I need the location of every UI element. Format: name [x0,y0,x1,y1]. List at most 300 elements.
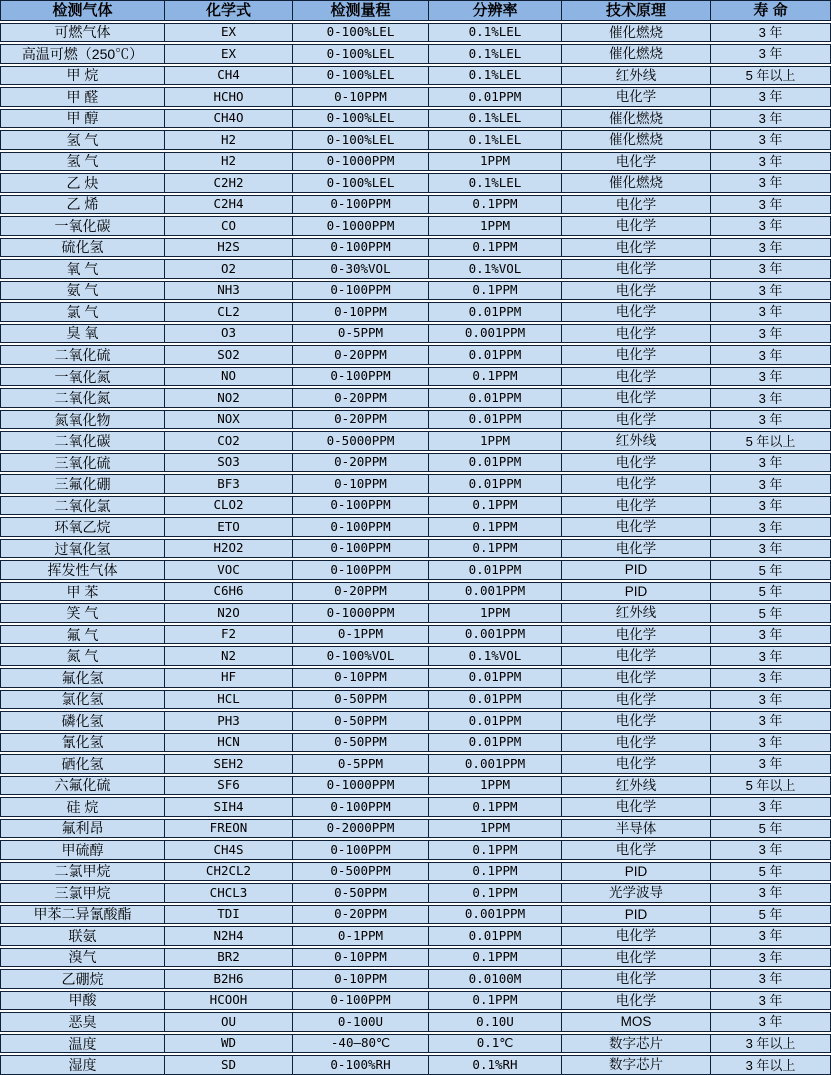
cell-range: 0-50PPM [293,734,429,752]
cell-gas: 环氧乙烷 [1,518,165,536]
cell-lifespan: 3 年 [758,885,783,901]
cell-principle: 电化学 [562,949,711,967]
cell-range: 0-50PPM [293,712,429,730]
table-row [0,302,831,322]
cell-formula: NH3 [165,282,293,300]
cell-principle: 电化学 [562,389,711,407]
cell-gas: 硒化氢 [1,755,165,773]
cell-formula: VOC [165,561,293,579]
cell-lifespan: 5 年 [758,562,783,578]
cell-principle: 电化学 [562,734,711,752]
cell-range: 0-100PPM [293,518,429,536]
header-cell-resolution: 分辨率 [429,1,562,20]
cell-resolution: 0.1PPM [429,540,562,558]
table-row [0,87,831,107]
cell-lifespan: 3 年 [758,175,783,191]
cell-resolution: 0.01PPM [429,691,562,709]
cell-range: 0-20PPM [293,583,429,601]
table-row [0,754,831,774]
cell-principle: 电化学 [562,970,711,988]
cell-resolution: 0.1PPM [429,196,562,214]
cell-lifespan: 3 年 [758,971,783,987]
cell-principle: 电化学 [562,153,711,171]
cell-principle: 电化学 [562,927,711,945]
table-row [0,431,831,451]
cell-resolution: 0.01PPM [429,712,562,730]
table-row [0,840,831,860]
cell-resolution: 0.1PPM [429,884,562,902]
cell-range: 0-100%LEL [293,67,429,85]
cell-lifespan: 3 年 [758,239,783,255]
cell-principle: 电化学 [562,755,711,773]
cell-range: 0-100PPM [293,239,429,257]
cell-gas: 氟 气 [1,626,165,644]
cell-range: 0-100%LEL [293,45,429,63]
cell-principle: 电化学 [562,497,711,515]
cell-lifespan: 3 年 [758,476,783,492]
cell-gas: 二氧化硫 [1,346,165,364]
cell-formula: CO [165,217,293,235]
table-row [0,646,831,666]
cell-lifespan: 3 年 [758,670,783,686]
cell-resolution: 1PPM [429,432,562,450]
cell-principle: 电化学 [562,540,711,558]
cell-gas: 乙 炔 [1,174,165,192]
cell-gas: 温度 [1,1035,165,1053]
cell-principle: 电化学 [562,368,711,386]
table-row [0,926,831,946]
table-row [0,216,831,236]
cell-resolution: 0.1PPM [429,282,562,300]
cell-principle: 催化燃烧 [562,110,711,128]
cell-lifespan: 3 年 [758,627,783,643]
cell-lifespan: 3 年 [758,519,783,535]
table-row [0,1012,831,1032]
cell-range: 0-20PPM [293,411,429,429]
cell-formula: SIH4 [165,798,293,816]
cell-principle: 半导体 [562,820,711,838]
cell-formula: N2O [165,604,293,622]
cell-resolution: 0.1PPM [429,368,562,386]
table-row [0,969,831,989]
table-row [0,539,831,559]
cell-principle: 数字芯片 [562,1056,711,1074]
cell-lifespan: 5 年以上 [745,67,796,83]
cell-gas: 氟利昂 [1,820,165,838]
cell-gas: 一氧化氮 [1,368,165,386]
table-row [0,130,831,150]
cell-formula: HCOOH [165,992,293,1010]
cell-formula: SF6 [165,777,293,795]
cell-range: 0-10PPM [293,669,429,687]
cell-principle: 电化学 [562,346,711,364]
cell-range: 0-50PPM [293,884,429,902]
cell-range: 0-20PPM [293,389,429,407]
cell-gas: 三氯甲烷 [1,884,165,902]
cell-resolution: 1PPM [429,153,562,171]
cell-lifespan: 3 年 [758,261,783,277]
table-row [0,1055,831,1075]
table-row [0,259,831,279]
cell-principle: 电化学 [562,88,711,106]
table-row [0,733,831,753]
cell-formula: N2 [165,647,293,665]
cell-range: 0-10PPM [293,303,429,321]
cell-lifespan: 3 年 [758,756,783,772]
cell-resolution: 0.01PPM [429,88,562,106]
table-row [0,66,831,86]
cell-resolution: 0.001PPM [429,755,562,773]
cell-formula: CH4S [165,841,293,859]
cell-range: 0-100PPM [293,992,429,1010]
cell-range: 0-100U [293,1013,429,1031]
cell-gas: 挥发性气体 [1,561,165,579]
cell-gas: 氮 气 [1,647,165,665]
cell-range: 0-100PPM [293,368,429,386]
cell-lifespan: 3 年 [758,455,783,471]
cell-resolution: 0.01PPM [429,346,562,364]
cell-formula: HF [165,669,293,687]
cell-resolution: 0.1%LEL [429,110,562,128]
cell-formula: ETO [165,518,293,536]
table-row [0,711,831,731]
cell-range: 0-100PPM [293,497,429,515]
cell-resolution: 0.001PPM [429,325,562,343]
cell-gas: 三氟化硼 [1,475,165,493]
table-row [0,948,831,968]
cell-range: 0-20PPM [293,454,429,472]
cell-gas: 溴气 [1,949,165,967]
cell-gas: 氮氧化物 [1,411,165,429]
cell-principle: 电化学 [562,454,711,472]
cell-gas: 甲 醛 [1,88,165,106]
cell-principle: 电化学 [562,841,711,859]
cell-formula: NOX [165,411,293,429]
cell-resolution: 0.001PPM [429,906,562,924]
cell-formula: C2H4 [165,196,293,214]
cell-range: 0-100%LEL [293,110,429,128]
cell-principle: 电化学 [562,217,711,235]
cell-lifespan: 3 年 [758,282,783,298]
cell-gas: 可燃气体 [1,24,165,42]
cell-lifespan: 5 年 [758,820,783,836]
cell-formula: CL2 [165,303,293,321]
cell-lifespan: 3 年 [758,648,783,664]
table-row [0,453,831,473]
cell-gas: 硫化氢 [1,239,165,257]
cell-range: 0-20PPM [293,346,429,364]
cell-gas: 乙硼烷 [1,970,165,988]
cell-formula: CH4 [165,67,293,85]
cell-gas: 二氧化碳 [1,432,165,450]
table-row [0,367,831,387]
cell-resolution: 0.1%LEL [429,131,562,149]
cell-range: 0-50PPM [293,691,429,709]
cell-formula: TDI [165,906,293,924]
cell-formula: F2 [165,626,293,644]
table-row [0,44,831,64]
cell-principle: PID [562,561,711,579]
cell-range: 0-100PPM [293,196,429,214]
cell-resolution: 1PPM [429,777,562,795]
cell-lifespan: 5 年 [758,605,783,621]
cell-range: 0-5PPM [293,325,429,343]
cell-lifespan: 3 年 [758,734,783,750]
table-row [0,410,831,430]
cell-range: 0-10PPM [293,970,429,988]
cell-range: 0-5PPM [293,755,429,773]
cell-lifespan: 3 年以上 [745,1036,796,1051]
cell-gas: 磷化氢 [1,712,165,730]
cell-lifespan: 3 年 [758,928,783,944]
cell-lifespan: 3 年 [758,1014,783,1030]
cell-formula: H2O2 [165,540,293,558]
table-row [0,324,831,344]
cell-resolution: 0.01PPM [429,454,562,472]
cell-gas: 二氧化氮 [1,389,165,407]
cell-gas: 高温可燃（250℃） [1,45,165,63]
cell-gas: 氢 气 [1,131,165,149]
cell-lifespan: 3 年 [758,110,783,126]
cell-gas: 联氨 [1,927,165,945]
cell-range: 0-1PPM [293,626,429,644]
cell-resolution: 0.01PPM [429,303,562,321]
cell-principle: 催化燃烧 [562,45,711,63]
cell-range: 0-100%VOL [293,647,429,665]
cell-lifespan: 3 年 [758,713,783,729]
cell-gas: 三氧化硫 [1,454,165,472]
cell-resolution: 0.1PPM [429,518,562,536]
table-row [0,862,831,882]
cell-resolution: 1PPM [429,820,562,838]
cell-range: 0-100%LEL [293,174,429,192]
cell-formula: N2H4 [165,927,293,945]
cell-gas: 甲酸 [1,992,165,1010]
cell-gas: 二氧化氯 [1,497,165,515]
cell-principle: 电化学 [562,260,711,278]
table-row [0,797,831,817]
cell-resolution: 0.1℃ [429,1035,562,1053]
cell-range: 0-100%LEL [293,24,429,42]
cell-formula: SD [165,1056,293,1074]
cell-resolution: 0.01PPM [429,475,562,493]
cell-lifespan: 3 年 [758,799,783,815]
cell-gas: 湿度 [1,1056,165,1074]
cell-gas: 氯化氢 [1,691,165,709]
cell-gas: 氧 气 [1,260,165,278]
cell-gas: 乙 烯 [1,196,165,214]
cell-formula: CO2 [165,432,293,450]
cell-range: 0-1000PPM [293,604,429,622]
cell-resolution: 1PPM [429,604,562,622]
cell-gas: 笑 气 [1,604,165,622]
cell-formula: SO3 [165,454,293,472]
table-row [0,152,831,172]
table-row [0,173,831,193]
cell-principle: 催化燃烧 [562,131,711,149]
cell-formula: SEH2 [165,755,293,773]
cell-formula: H2S [165,239,293,257]
cell-principle: 红外线 [562,67,711,85]
table-row [0,883,831,903]
cell-lifespan: 5 年 [758,584,783,600]
cell-range: 0-100PPM [293,841,429,859]
cell-resolution: 0.01PPM [429,411,562,429]
cell-principle: 红外线 [562,777,711,795]
cell-principle: 光学波导 [562,884,711,902]
cell-lifespan: 5 年以上 [745,433,796,449]
cell-lifespan: 3 年 [758,46,783,62]
cell-formula: EX [165,45,293,63]
cell-formula: SO2 [165,346,293,364]
cell-formula: O3 [165,325,293,343]
cell-range: 0-100PPM [293,282,429,300]
cell-principle: 电化学 [562,475,711,493]
table-row [0,690,831,710]
cell-lifespan: 3 年 [758,325,783,341]
cell-principle: 红外线 [562,432,711,450]
header-cell-lifespan: 寿 命 [753,1,788,19]
cell-resolution: 0.1PPM [429,497,562,515]
table-row [0,23,831,43]
cell-formula: BR2 [165,949,293,967]
cell-gas: 甲 苯 [1,583,165,601]
cell-gas: 甲硫醇 [1,841,165,859]
cell-resolution: 0.1PPM [429,798,562,816]
cell-range: 0-100%RH [293,1056,429,1074]
cell-lifespan: 3 年 [758,842,783,858]
header-cell-principle: 技术原理 [562,1,711,20]
cell-principle: 电化学 [562,712,711,730]
cell-range: 0-1000PPM [293,153,429,171]
cell-lifespan: 3 年 [758,89,783,105]
table-row [0,388,831,408]
cell-range: 0-5000PPM [293,432,429,450]
cell-resolution: 0.1%LEL [429,24,562,42]
cell-resolution: 0.1%LEL [429,67,562,85]
cell-lifespan: 3 年 [758,498,783,514]
cell-formula: NO [165,368,293,386]
cell-principle: MOS [562,1013,711,1031]
cell-formula: H2 [165,131,293,149]
cell-gas: 硅 烷 [1,798,165,816]
cell-range: 0-20PPM [293,906,429,924]
cell-formula: NO2 [165,389,293,407]
cell-formula: C2H2 [165,174,293,192]
cell-principle: 电化学 [562,626,711,644]
cell-gas: 氟化氢 [1,669,165,687]
cell-range: 0-100PPM [293,798,429,816]
cell-lifespan: 3 年 [758,369,783,385]
cell-range: 0-100PPM [293,540,429,558]
cell-formula: O2 [165,260,293,278]
cell-gas: 过氧化氢 [1,540,165,558]
cell-principle: 电化学 [562,325,711,343]
cell-formula: B2H6 [165,970,293,988]
cell-lifespan: 5 年 [758,863,783,879]
cell-principle: 电化学 [562,411,711,429]
cell-lifespan: 3 年 [758,541,783,557]
cell-resolution: 0.0100M [429,970,562,988]
cell-range: 0-100PPM [293,561,429,579]
cell-resolution: 0.1%VOL [429,647,562,665]
cell-principle: 电化学 [562,303,711,321]
cell-resolution: 0.01PPM [429,927,562,945]
cell-range: 0-10PPM [293,88,429,106]
cell-formula: PH3 [165,712,293,730]
cell-lifespan: 3 年 [758,218,783,234]
cell-resolution: 0.1PPM [429,841,562,859]
table-row [0,625,831,645]
cell-gas: 氰化氢 [1,734,165,752]
cell-principle: 催化燃烧 [562,174,711,192]
cell-formula: C6H6 [165,583,293,601]
table-row [0,582,831,602]
cell-formula: HCN [165,734,293,752]
cell-formula: CH4O [165,110,293,128]
cell-formula: BF3 [165,475,293,493]
cell-gas: 恶臭 [1,1013,165,1031]
table-row [0,603,831,623]
cell-gas: 二氯甲烷 [1,863,165,881]
cell-resolution: 0.1PPM [429,949,562,967]
table-row [0,281,831,301]
cell-principle: PID [562,906,711,924]
cell-lifespan: 3 年 [758,390,783,406]
cell-lifespan: 3 年 [758,412,783,428]
cell-resolution: 0.001PPM [429,583,562,601]
table-row [0,517,831,537]
cell-principle: 数字芯片 [562,1035,711,1053]
cell-resolution: 0.01PPM [429,389,562,407]
table-header-row [0,0,831,21]
cell-resolution: 0.1PPM [429,863,562,881]
cell-range: 0-30%VOL [293,260,429,278]
cell-range: 0-1PPM [293,927,429,945]
cell-range: 0-10PPM [293,475,429,493]
cell-formula: H2 [165,153,293,171]
table-row [0,474,831,494]
cell-principle: 电化学 [562,992,711,1010]
cell-principle: 电化学 [562,196,711,214]
cell-formula: OU [165,1013,293,1031]
cell-resolution: 0.1PPM [429,992,562,1010]
header-cell-formula: 化学式 [165,1,293,20]
cell-lifespan: 3 年 [758,132,783,148]
cell-lifespan: 3 年 [758,691,783,707]
cell-principle: PID [562,583,711,601]
cell-gas: 甲苯二异氰酸酯 [1,906,165,924]
cell-range: 0-500PPM [293,863,429,881]
cell-gas: 氯 气 [1,303,165,321]
cell-principle: 催化燃烧 [562,24,711,42]
cell-formula: FREON [165,820,293,838]
cell-principle: 电化学 [562,239,711,257]
cell-resolution: 0.1%LEL [429,45,562,63]
cell-resolution: 0.01PPM [429,669,562,687]
cell-range: -40—80℃ [293,1035,429,1053]
cell-lifespan: 3 年 [758,304,783,320]
cell-range: 0-2000PPM [293,820,429,838]
cell-gas: 氢 气 [1,153,165,171]
cell-resolution: 0.01PPM [429,734,562,752]
cell-resolution: 0.01PPM [429,561,562,579]
cell-formula: CH2CL2 [165,863,293,881]
table-row [0,345,831,365]
cell-resolution: 1PPM [429,217,562,235]
table-row [0,1034,831,1054]
cell-range: 0-10PPM [293,949,429,967]
